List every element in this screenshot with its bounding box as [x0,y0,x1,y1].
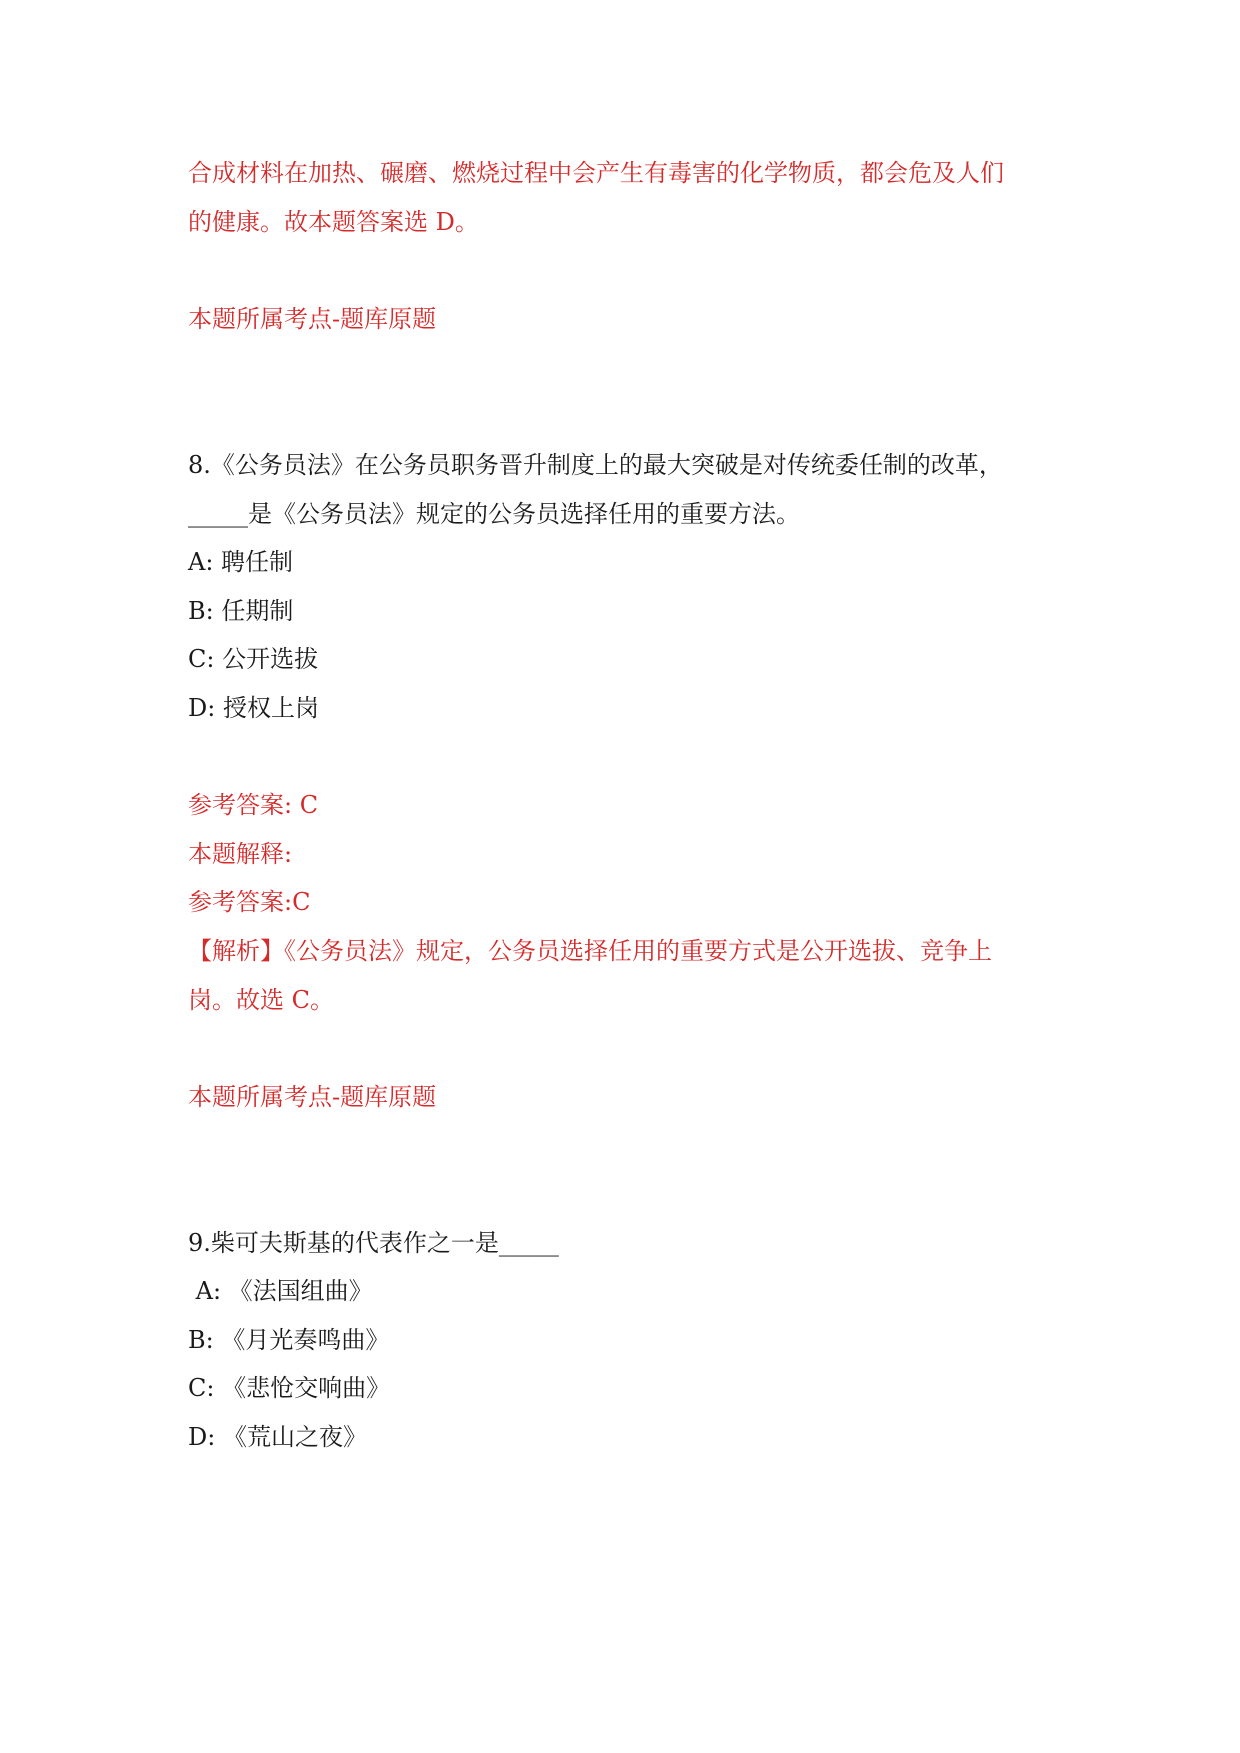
prev-explanation-line-1: 合成材料在加热、碾磨、燃烧过程中会产生有毒害的化学物质，都会危及人们 [188,159,1004,187]
q8-analysis-line-1: 【解析】《公务员法》规定，公务员选择任用的重要方式是公开选拔、竞争上 [188,937,992,965]
q8-analysis-line-2: 岗。故选 C。 [188,986,334,1014]
q8-stem-line-2: _____是《公务员法》规定的公务员选择任用的重要方法。 [188,500,800,528]
q8-option-b: B: 任期制 [188,597,294,625]
q9-option-a: A: 《法国组曲》 [188,1277,373,1305]
q8-option-c: C: 公开选拔 [188,645,319,673]
q8-source-note: 本题所属考点-题库原题 [188,1083,437,1111]
prev-source-note: 本题所属考点-题库原题 [188,305,437,333]
q8-stem-line-1: 8.《公务员法》在公务员职务晋升制度上的最大突破是对传统委任制的改革， [188,451,1003,479]
q8-reference-answer: 参考答案: C [188,791,319,819]
q8-explanation-label: 本题解释: [188,840,293,868]
q8-option-a: A: 聘任制 [188,548,294,576]
q9-option-b: B: 《月光奏鸣曲》 [188,1326,390,1354]
q9-option-c: C: 《悲怆交响曲》 [188,1374,391,1402]
q8-reference-answer-2: 参考答案:C [188,888,311,916]
q9-option-d: D: 《荒山之夜》 [188,1423,367,1451]
prev-explanation-line-2: 的健康。故本题答案选 D。 [188,208,479,236]
q9-stem: 9.柴可夫斯基的代表作之一是_____ [188,1229,559,1257]
q8-option-d: D: 授权上岗 [188,694,319,722]
